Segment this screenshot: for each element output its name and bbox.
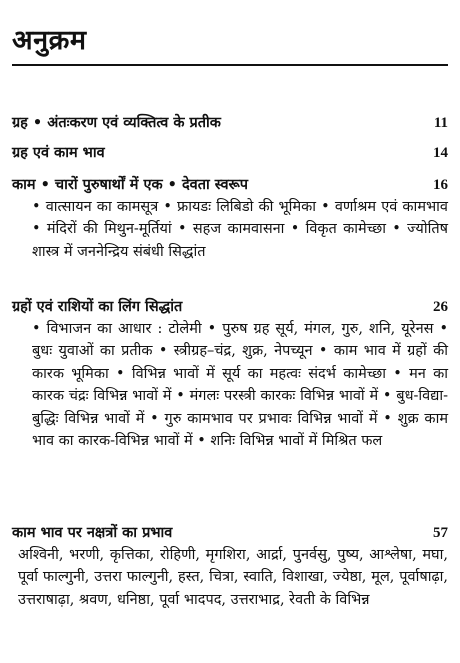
toc-entry-heading xyxy=(12,522,448,544)
toc-entry-heading xyxy=(12,174,448,196)
toc-entry-page: 26 xyxy=(433,299,448,315)
toc-entry-page: 16 xyxy=(433,177,448,193)
toc-entry-description: • विभाजन का आधार : टोलेमी • पुरुष ग्रह सूर्य, मंगल, गुरु, शनि, यूरेनस • बुधः युवाओं का प्रतीक • स्त्रीग्रह–चंद्र, शुक्र, नेपच्यून • काम भाव में ग्रहों की कारक भूमिका • विभिन्न भावों में सूर्य का महत्वः संदर्भ कामेच्छा • मन का कारक चंद्रः विभिन्न भावों में • मंगलः परस्त्री कारकः विभिन्न भावों में • बुध-विद्या-बुद्धिः विभिन्न भावों में • गुरु कामभाव पर प्रभावः विभिन्न भावों में • शुक्र काम भाव का कारक-विभिन्न भावों में • शनिः विभिन्न भावों में मिश्रित फल xyxy=(32,321,448,450)
toc-entry[interactable] xyxy=(12,174,448,263)
toc-entry-heading xyxy=(12,142,448,164)
toc-entry-title: ग्रह एवं काम भाव xyxy=(12,144,105,161)
toc-entry-page: 14 xyxy=(433,145,448,161)
toc-entry-description: अश्विनी, भरणी, कृत्तिका, रोहिणी, मृगशिरा, आर्द्रा, पुनर्वसु, पुष्य, आश्लेषा, मघा, पूर्वा फाल्गुनी, उत्तरा फाल्गुनी, हस्त, चित्रा, स्वाति, विशाखा, ज्येष्ठा, मूल, पूर्वाषाढ़ा, उत्तराषाढ़ा, श्रवण, धनिष्ठा, पूर्वा भादपद, उत्तराभाद्र, रेवती के विभिन्न xyxy=(18,547,448,608)
toc-entry[interactable] xyxy=(12,522,448,611)
toc-entry-title: काम • चारों पुरुषार्थों में एक • देवता स्वरूप xyxy=(12,176,249,193)
toc-entry[interactable] xyxy=(12,296,448,452)
page-title: अनुक्रम xyxy=(12,25,87,56)
toc-entry-page: 11 xyxy=(433,115,448,131)
toc-entry-page: 57 xyxy=(433,525,448,541)
toc-entry-heading xyxy=(12,112,448,134)
toc-entry-title: काम भाव पर नक्षत्रों का प्रभाव xyxy=(12,524,173,541)
toc-entry[interactable] xyxy=(12,112,448,134)
toc-entry-title: ग्रहों एवं राशियों का लिंग सिद्धांत xyxy=(12,298,183,315)
title-rule xyxy=(12,64,448,66)
toc-entry-description: • वात्सायन का कामसूत्र • फ्रायडः लिबिडो की भूमिका • वर्णाश्रम एवं कामभाव • मंदिरों की मिथुन-मूर्तियां • सहज कामवासना • विकृत कामेच्छा • ज्योतिष शास्त्र में जननेन्द्रिय संबंधी सिद्धांत xyxy=(32,199,448,260)
toc-entry-heading xyxy=(12,296,448,318)
toc-entry[interactable] xyxy=(12,142,448,164)
toc-entry-title: ग्रह • अंतःकरण एवं व्यक्तित्व के प्रतीक xyxy=(12,114,221,131)
